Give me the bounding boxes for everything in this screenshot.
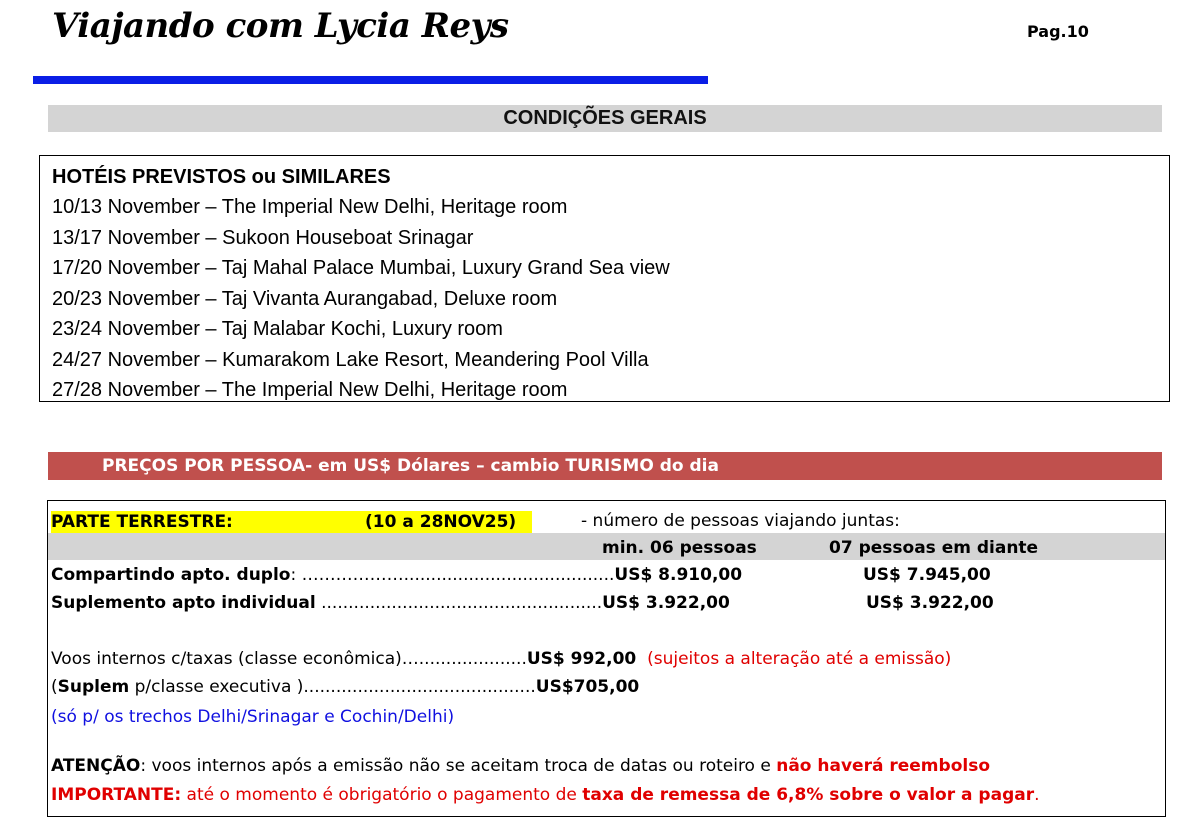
important-text: até o momento é obrigatório o pagamento de — [181, 785, 583, 805]
hotel-line: 27/28 November – The Imperial New Delhi, Heritage room — [52, 379, 568, 401]
brand-title: Viajando com Lycia Reys — [52, 6, 509, 46]
hotels-box — [39, 155, 1170, 402]
hotel-line: 10/13 November – The Imperial New Delhi, Heritage room — [52, 196, 568, 218]
routes-note: (só p/ os trechos Delhi/Srinagar e Cochin/Delhi) — [51, 707, 455, 727]
double-room-row — [51, 565, 742, 585]
hotels-heading: HOTÉIS PREVISTOS ou SIMILARES — [52, 166, 391, 188]
double-room-more-price: US$ 7.945,00 — [863, 565, 991, 585]
hotel-line: 24/27 November – Kumarakom Lake Resort, Meandering Pool Villa — [52, 348, 649, 371]
single-supplement-more-price: US$ 3.922,00 — [866, 593, 994, 613]
flights-price: US$ 992,00 — [526, 649, 637, 669]
page-number: Pag.10 — [1027, 22, 1089, 41]
double-room-min-price: US$ 8.910,00 — [614, 565, 743, 585]
land-dates: (10 a 28NOV25) — [365, 512, 517, 532]
attention-label: ATENÇÃO — [51, 756, 141, 776]
flights-label: Voos internos c/taxas (classe econômica)….................... — [51, 649, 527, 669]
flights-row — [51, 649, 951, 669]
prices-title-bar: PREÇOS POR PESSOA- em US$ Dólares – cambio TURISMO do dia — [48, 452, 1162, 480]
single-supplement-row — [51, 593, 730, 613]
double-room-sep: : — [290, 565, 302, 585]
important-bold: taxa de remessa de 6,8% sobre o valor a pagar — [582, 785, 1035, 805]
single-supplement-dots: .................................................... — [315, 593, 603, 613]
single-supplement-label: Suplemento apto individual — [51, 593, 316, 613]
hotel-line: 23/24 November – Taj Malabar Kochi, Luxury room — [52, 318, 503, 340]
single-supplement-min-price: US$ 3.922,00 — [602, 593, 730, 613]
land-label-highlight — [51, 511, 532, 533]
important-end: . — [1034, 785, 1040, 805]
column-min-header: min. 06 pessoas — [602, 538, 757, 558]
executive-row — [51, 677, 639, 697]
attention-row — [51, 756, 990, 776]
hotel-line: 17/20 November – Taj Mahal Palace Mumbai, Luxury Grand Sea view — [52, 257, 670, 279]
executive-open: ( — [51, 677, 58, 697]
attention-red: não haverá reembolso — [776, 756, 990, 776]
prices-box — [47, 500, 1166, 817]
column-more-header: 07 pessoas em diante — [829, 538, 1039, 558]
important-row — [51, 785, 1040, 805]
header-rule — [33, 76, 708, 84]
section-title: CONDIÇÕES GERAIS — [48, 105, 1162, 132]
executive-bold: Suplem — [57, 677, 130, 697]
executive-label: p/classe executiva )........................................... — [129, 677, 536, 697]
important-label: IMPORTANTE: — [51, 785, 182, 805]
executive-price: US$705,00 — [535, 677, 640, 697]
hotel-line: 20/23 November – Taj Vivanta Aurangabad, Deluxe room — [52, 287, 558, 310]
hotel-line: 13/17 November – Sukoon Houseboat Srinagar — [52, 226, 474, 249]
land-label: PARTE TERRESTRE: — [51, 512, 233, 532]
double-room-label: Compartindo apto. duplo — [51, 565, 291, 585]
group-note: - número de pessoas viajando juntas: — [581, 511, 900, 531]
attention-text: : voos internos após a emissão não se aceitam troca de datas ou roteiro e — [140, 756, 777, 776]
flights-note: (sujeitos a alteração até a emissão) — [647, 649, 952, 669]
double-room-dots: ………………....................................... — [301, 565, 615, 585]
